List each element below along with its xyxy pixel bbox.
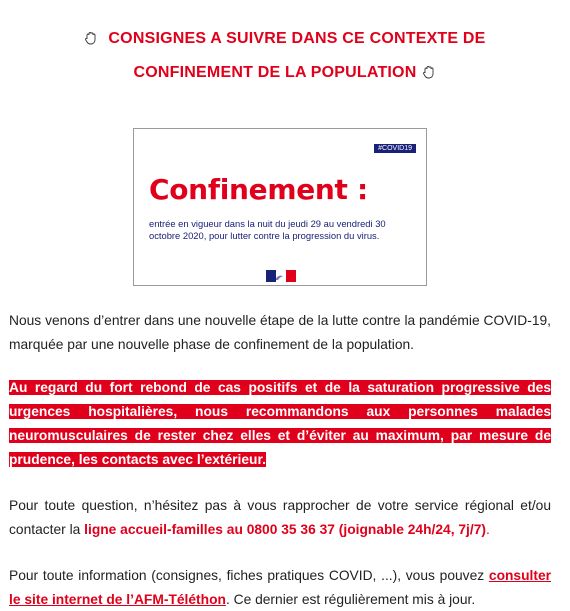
- heading-line1-text: CONSIGNES A SUIVRE DANS CE CONTEXTE DE: [108, 30, 486, 47]
- intro-paragraph: Nous venons d’entrer dans une nouvelle étape de la lutte contre la pandémie COVID-19, marquée par une nouvelle phase de confinement de la population.: [9, 313, 551, 352]
- info-text: Pour toute information (consignes, fiches pratiques COVID, ...), vous pouvez: [9, 568, 489, 583]
- recommendation-paragraph: [9, 376, 551, 472]
- covid19-tag: #COVID19: [374, 144, 416, 153]
- heading-line2-text: CONFINEMENT DE LA POPULATION: [133, 64, 417, 81]
- raised-hand-icon: [84, 31, 98, 45]
- contact-end: .: [486, 521, 490, 537]
- banner-title: Confinement :: [149, 173, 368, 206]
- contact-text: Pour toute question, n’hésitez pas à vous rapprocher de votre service régional et/ou contacter la: [9, 498, 551, 537]
- confinement-banner-image: [133, 128, 427, 286]
- marianne-flag-icon: [266, 270, 296, 282]
- afm-website-link[interactable]: consulter le site internet de l’AFM-Téléthon: [9, 568, 551, 607]
- heading-line1: [0, 30, 570, 48]
- heading-line2: [0, 64, 570, 82]
- recommendation-highlight: Au regard du fort rebond de cas positifs et de la saturation progressive des urgences hospitalières, nous recommandons aux personnes malades neuromusculaires de rester chez elles et d’éviter au maximum, par mesure de prudence, les contacts avec l’extérieur.: [9, 380, 551, 467]
- info-end: . Ce dernier est régulièrement mis à jour.: [225, 591, 476, 607]
- banner-subtitle: entrée en vigueur dans la nuit du jeudi 29 au vendredi 30 octobre 2020, pour lutter contre la progression du virus.: [149, 218, 386, 241]
- info-paragraph: [9, 564, 551, 611]
- contact-paragraph: [9, 494, 551, 541]
- raised-hand-icon: [422, 65, 436, 79]
- phone-line-highlight: ligne accueil-familles au 0800 35 36 37 (joignable 24h/24, 7j/7): [84, 521, 486, 537]
